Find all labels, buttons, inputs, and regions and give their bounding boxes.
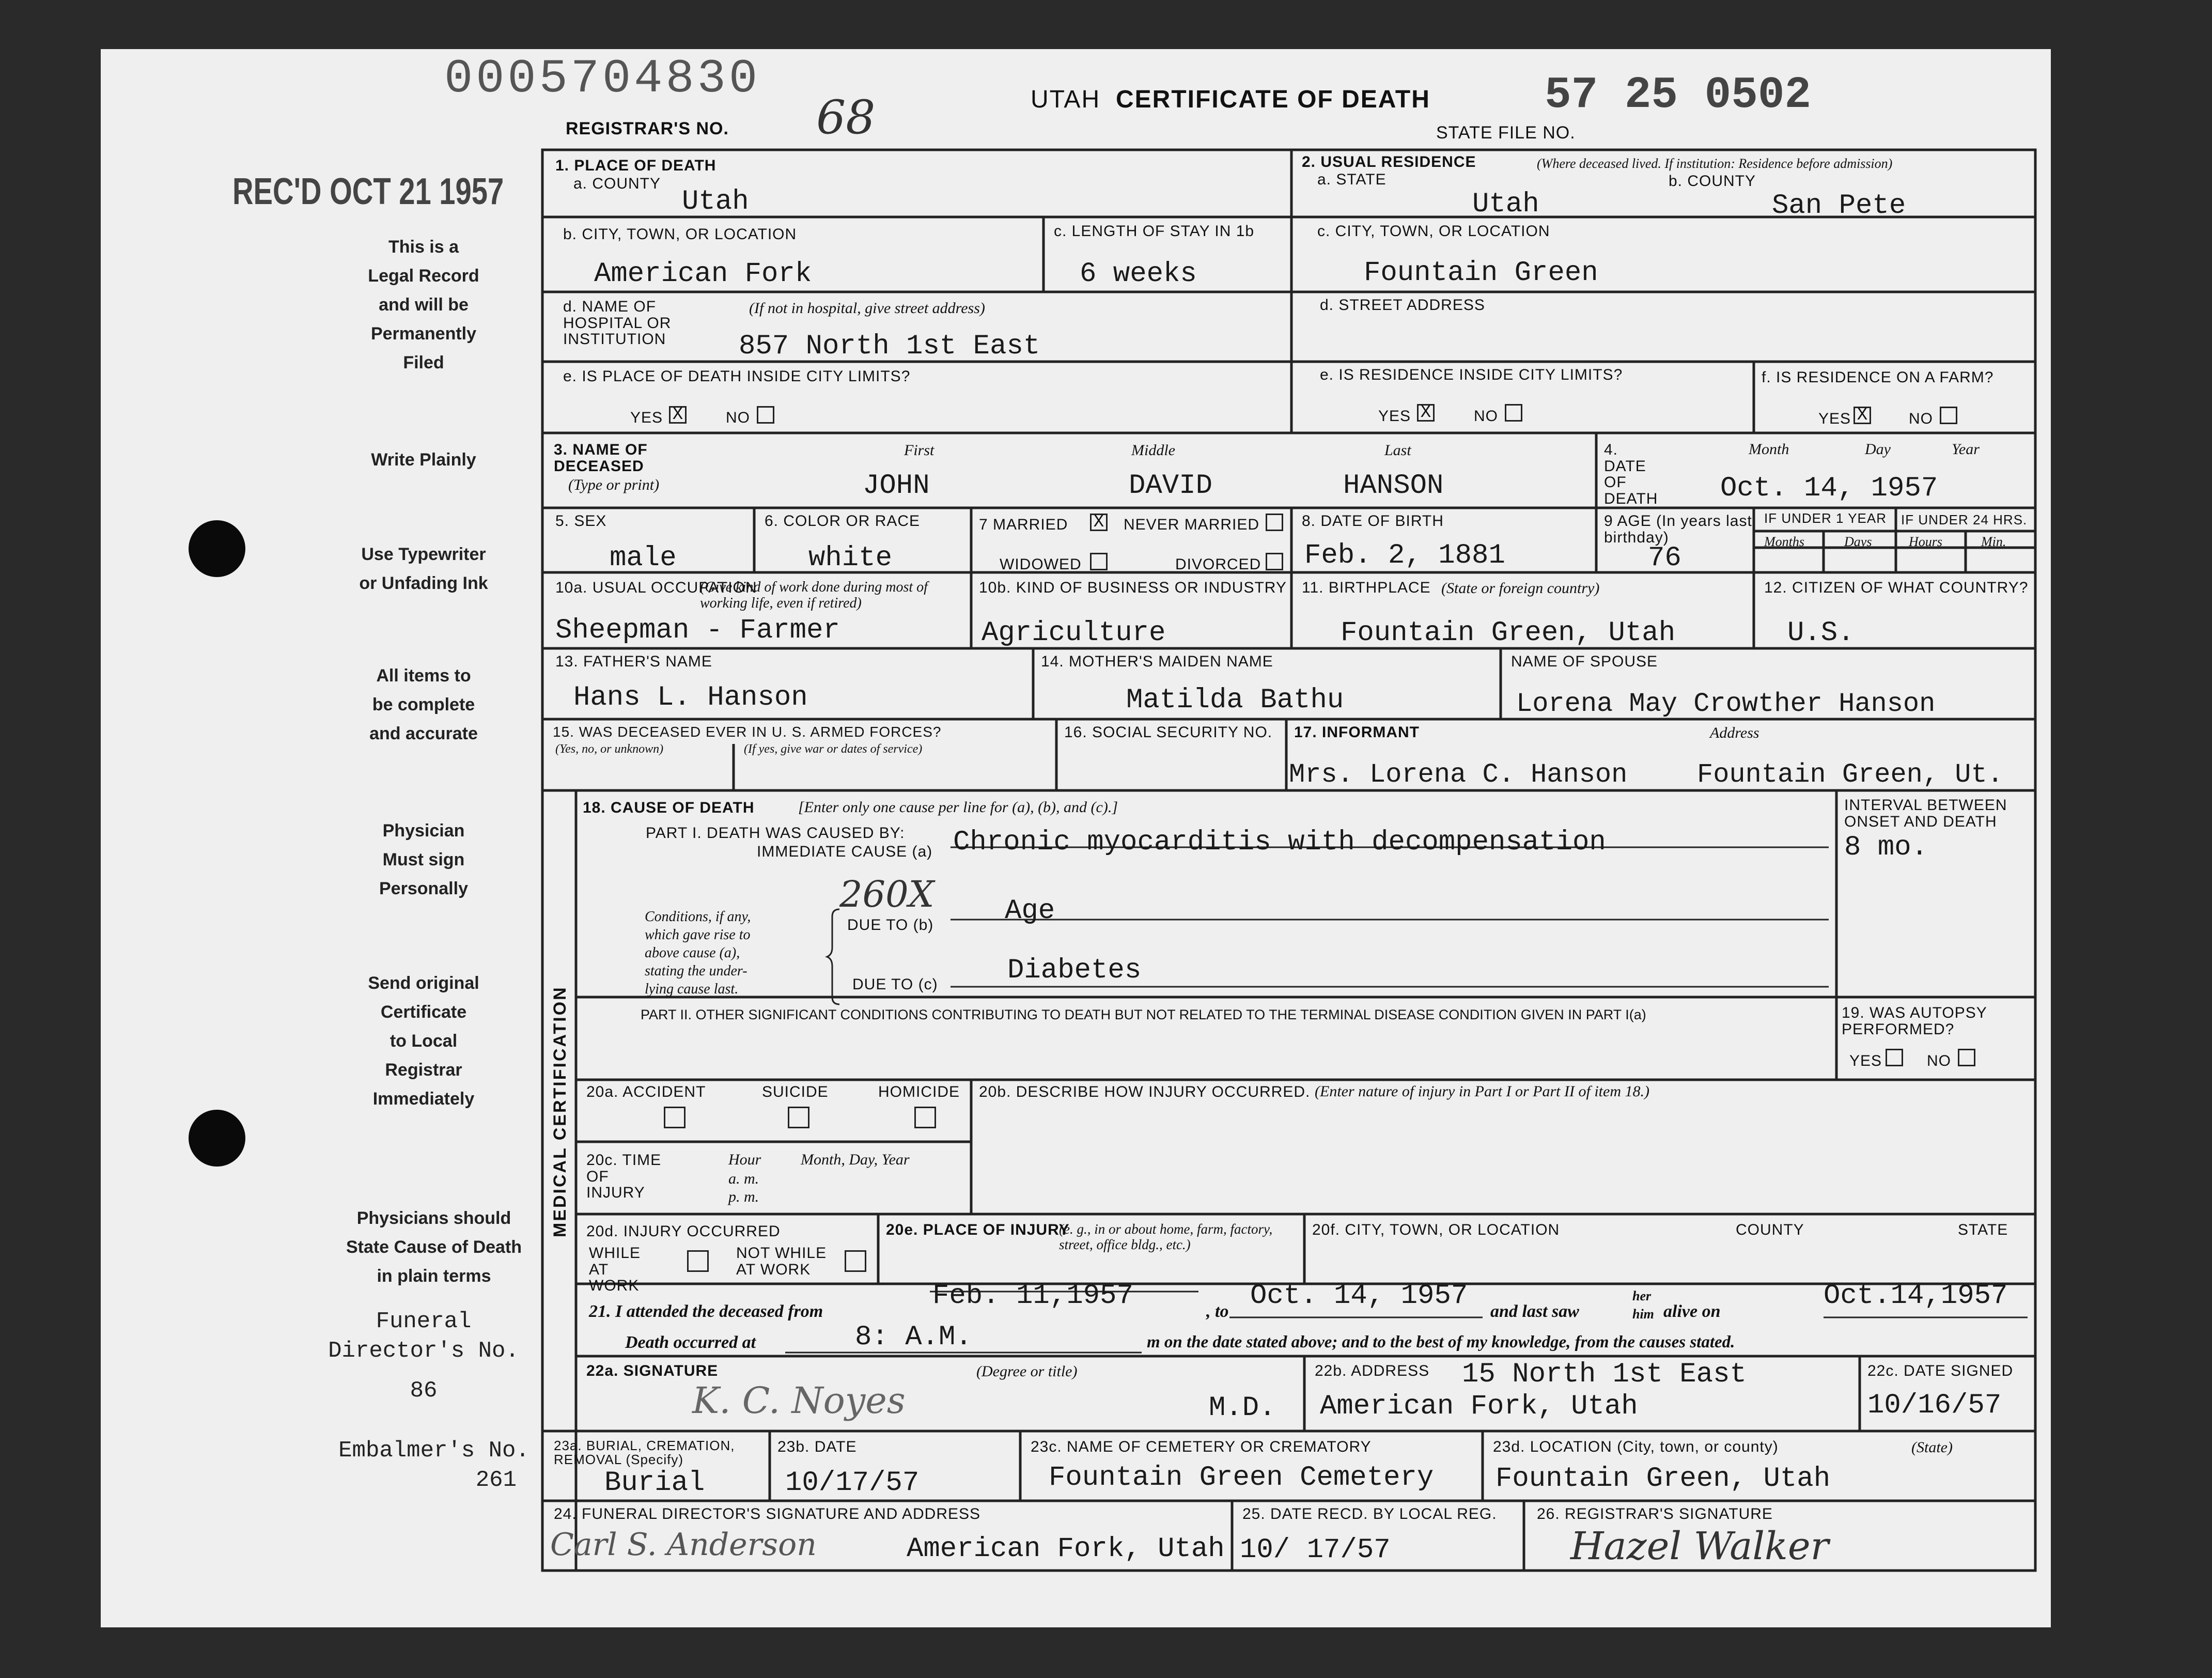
label-part-1: PART I. DEATH WAS CAUSED BY:: [646, 825, 905, 842]
label-due-to-c: DUE TO (c): [852, 976, 938, 993]
checkbox-widowed[interactable]: [1090, 553, 1108, 570]
value-sex: male: [610, 542, 677, 574]
medical-certification-label: MEDICAL CERTIFICATION: [550, 986, 570, 1237]
label-date-signed: 22c. DATE SIGNED: [1867, 1362, 2014, 1379]
value-degree: M.D.: [1209, 1392, 1276, 1424]
label-death-in-city: e. IS PLACE OF DEATH INSIDE CITY LIMITS?: [563, 368, 911, 385]
value-last-name: HANSON: [1343, 470, 1444, 502]
label-yes: YES: [630, 409, 663, 426]
note-occupation: (Give kind of work done during most of working life, even if retired): [700, 579, 928, 611]
label-not-while-at-work: NOT WHILE AT WORK: [736, 1245, 827, 1278]
label-suicide: SUICIDE: [762, 1083, 829, 1100]
label-alive-on: alive on: [1663, 1302, 1721, 1321]
label-time-of-injury: 20c. TIME OF INJURY: [586, 1152, 662, 1201]
value-first-name: JOHN: [863, 470, 930, 502]
label-day: Day: [1865, 441, 1891, 458]
label-no: NO: [1474, 408, 1498, 425]
note-describe-injury: (Enter nature of injury in Part I or Part II of item 18.): [1315, 1083, 1649, 1100]
value-last-seen: Oct.14,1957: [1824, 1280, 2008, 1312]
label-divorced: DIVORCED: [1175, 556, 1261, 573]
value-cemetery: Fountain Green Cemetery: [1049, 1462, 1434, 1494]
label-never-married: NEVER MARRIED: [1124, 516, 1260, 533]
checkbox-suicide[interactable]: [788, 1107, 809, 1128]
label-last-saw: and last saw: [1490, 1302, 1579, 1321]
label-burial-date: 23b. DATE: [777, 1438, 857, 1455]
note-usual-residence: (Where deceased lived. If institution: Residence before admission): [1537, 156, 1893, 171]
label-injury-county: COUNTY: [1736, 1221, 1804, 1238]
value-burial-location: Fountain Green, Utah: [1496, 1463, 1831, 1495]
value-death-date: Oct. 14, 1957: [1720, 473, 1938, 504]
label-res-county: b. COUNTY: [1669, 173, 1756, 190]
value-funeral-address: American Fork, Utah: [907, 1533, 1225, 1565]
checkbox-res-farm-no[interactable]: [1940, 407, 1957, 424]
value-burial-date: 10/17/57: [785, 1467, 920, 1499]
label-res-city: c. CITY, TOWN, OR LOCATION: [1317, 223, 1550, 240]
label-yes: YES: [1849, 1052, 1882, 1069]
checkbox-autopsy-no[interactable]: [1958, 1049, 1975, 1066]
label-due-to-b: DUE TO (b): [847, 916, 934, 934]
value-cause-c: Diabetes: [1007, 955, 1142, 986]
funeral-director-no: 86: [410, 1378, 438, 1404]
value-res-county: San Pete: [1772, 190, 1906, 222]
label-citizen: 12. CITIZEN OF WHAT COUNTRY?: [1764, 579, 2029, 596]
value-date-recd: 10/ 17/57: [1240, 1534, 1391, 1566]
side-send-original: Send original Certificate to Local Registrar Immediately: [368, 973, 479, 1109]
note-type-or-print: (Type or print): [568, 476, 660, 493]
value-business: Agriculture: [982, 617, 1166, 649]
side-funeral-director: Funeral Director's No. 86: [289, 1307, 558, 1406]
label-death-occurred: Death occurred at: [625, 1333, 756, 1352]
checkbox-res-in-city-yes[interactable]: X: [1417, 404, 1435, 422]
value-spouse: Lorena May Crowther Hanson: [1516, 689, 1936, 719]
checkbox-not-while-at-work[interactable]: [845, 1250, 866, 1272]
label-middle: Middle: [1131, 442, 1175, 459]
value-date-signed: 10/16/57: [1867, 1390, 2002, 1421]
label-name-deceased: 3. NAME OF DECEASED: [554, 441, 648, 475]
label-registrar-signature: 26. REGISTRAR'S SIGNATURE: [1537, 1505, 1773, 1522]
label-degree: (Degree or title): [976, 1363, 1078, 1380]
value-physician-address-2: American Fork, Utah: [1320, 1391, 1638, 1422]
value-code: 260X: [839, 873, 934, 915]
label-widowed: WIDOWED: [1000, 556, 1082, 573]
label-burial-location: 23d. LOCATION (City, town, or county): [1493, 1438, 1779, 1455]
value-hospital: 857 North 1st East: [739, 331, 1040, 362]
value-city: American Fork: [594, 258, 812, 290]
value-birth-date: Feb. 2, 1881: [1304, 540, 1505, 571]
label-city: b. CITY, TOWN, OR LOCATION: [563, 226, 797, 243]
label-hour: Hour: [728, 1151, 761, 1168]
checkbox-res-farm-yes[interactable]: X: [1853, 407, 1871, 424]
value-burial: Burial: [604, 1467, 705, 1499]
label-interval: INTERVAL BETWEEN ONSET AND DEATH: [1844, 797, 2007, 830]
label-him: him: [1632, 1307, 1654, 1322]
label-autopsy: 19. WAS AUTOPSY PERFORMED?: [1842, 1004, 1987, 1038]
value-time: 8: A.M.: [855, 1322, 972, 1353]
value-attended-from: Feb. 11,1957: [932, 1280, 1133, 1312]
received-stamp: REC'D OCT 21 1957: [232, 171, 504, 212]
label-social-security: 16. SOCIAL SECURITY NO.: [1064, 724, 1273, 741]
value-middle-name: DAVID: [1129, 470, 1213, 502]
label-birthplace: 11. BIRTHPLACE: [1302, 579, 1431, 596]
side-typewriter: Use Typewriter or Unfading Ink: [359, 545, 488, 594]
value-birthplace: Fountain Green, Utah: [1341, 617, 1676, 649]
label-cause-of-death: 18. CAUSE OF DEATH: [583, 799, 755, 816]
value-mother: Matilda Bathu: [1126, 685, 1344, 716]
label-under-1-year: IF UNDER 1 YEAR: [1764, 510, 1887, 526]
note-cause-of-death: [Enter only one cause per line for (a), (b), and (c).]: [798, 799, 1118, 816]
note-hospital: (If not in hospital, give street address): [749, 300, 985, 317]
label-place-of-injury: 20e. PLACE OF INJURY: [886, 1221, 1070, 1238]
value-interval: 8 mo.: [1844, 832, 1928, 863]
checkbox-divorced[interactable]: [1266, 553, 1283, 570]
side-embalmer: Embalmer's No. 261: [289, 1436, 579, 1495]
label-cemetery: 23c. NAME OF CEMETERY OR CREMATORY: [1031, 1438, 1372, 1455]
certificate-title: CERTIFICATE OF DEATH: [1116, 86, 1430, 113]
label-date-of-death: 4. DATE OF DEATH: [1604, 441, 1658, 507]
checkbox-accident[interactable]: [664, 1107, 686, 1128]
label-res-state: a. STATE: [1317, 171, 1387, 188]
label-immediate-cause: IMMEDIATE CAUSE (a): [757, 843, 933, 860]
note-armed-forces-1: (Yes, no, or unknown): [555, 742, 664, 756]
label-yes: YES: [1818, 410, 1851, 427]
label-describe-injury: 20b. DESCRIBE HOW INJURY OCCURRED.: [979, 1083, 1311, 1100]
label-months: Months: [1764, 534, 1804, 549]
label-sex: 5. SEX: [555, 512, 607, 530]
label-race: 6. COLOR OR RACE: [765, 512, 921, 530]
label-while-at-work: WHILE AT WORK: [589, 1245, 641, 1294]
registrar-signature: Hazel Walker: [1570, 1524, 1829, 1568]
label-no: NO: [1909, 410, 1933, 427]
label-street-address: d. STREET ADDRESS: [1320, 297, 1485, 314]
value-cause-a: Chronic myocarditis with decompensation: [953, 827, 1606, 858]
value-stay: 6 weeks: [1080, 258, 1197, 290]
note-place-of-injury: (e. g., in or about home, farm, factory, street, office bldg., etc.): [1059, 1221, 1273, 1252]
label-accident: 20a. ACCIDENT: [586, 1083, 706, 1100]
state-file-label: STATE FILE NO.: [1436, 123, 1576, 143]
value-physician-address-1: 15 North 1st East: [1462, 1359, 1747, 1390]
label-min: Min.: [1981, 534, 2006, 549]
registrar-no: 68: [816, 90, 876, 145]
label-mother: 14. MOTHER'S MAIDEN NAME: [1041, 653, 1273, 670]
label-month-day-year: Month, Day, Year: [801, 1151, 910, 1168]
label-year: Year: [1952, 441, 1980, 458]
value-county: Utah: [682, 186, 749, 217]
label-her: her: [1632, 1288, 1652, 1303]
label-hours: Hours: [1909, 534, 1943, 549]
label-physician-address: 22b. ADDRESS: [1315, 1362, 1430, 1379]
note-armed-forces-2: (If yes, give war or dates of service): [744, 742, 923, 756]
funeral-director-signature: Carl S. Anderson: [550, 1527, 817, 1563]
checkbox-autopsy-yes[interactable]: [1886, 1049, 1903, 1066]
label-am: a. m.: [728, 1170, 759, 1187]
side-complete: All items to be complete and accurate: [369, 666, 478, 744]
label-res-farm: f. IS RESIDENCE ON A FARM?: [1762, 369, 1994, 386]
label-funeral-director: 24. FUNERAL DIRECTOR'S SIGNATURE AND ADDRESS: [554, 1505, 981, 1522]
value-res-city: Fountain Green: [1364, 257, 1598, 289]
label-hospital: d. NAME OF HOSPITAL OR INSTITUTION: [563, 298, 672, 348]
label-yes: YES: [1378, 408, 1411, 425]
label-death-occurred-tail: m on the date stated above; and to the best of my knowledge, from the causes stated.: [1147, 1333, 1735, 1351]
document-number: 0005704830: [444, 52, 761, 106]
value-father: Hans L. Hanson: [573, 682, 808, 713]
value-informant: Mrs. Lorena C. Hanson: [1289, 759, 1628, 790]
label-burial-state: (State): [1911, 1439, 1953, 1456]
label-date-of-birth: 8. DATE OF BIRTH: [1302, 512, 1444, 530]
label-length-of-stay: c. LENGTH OF STAY IN 1b: [1054, 223, 1255, 240]
checkbox-death-in-city-no[interactable]: [757, 406, 774, 424]
label-no: NO: [1927, 1052, 1951, 1069]
label-father: 13. FATHER'S NAME: [555, 653, 712, 670]
label-date-recd: 25. DATE RECD. BY LOCAL REG.: [1242, 1505, 1497, 1522]
label-married: 7 MARRIED: [979, 516, 1068, 533]
checkbox-res-in-city-no[interactable]: [1505, 404, 1522, 422]
label-occupation: 10a. USUAL OCCUPATION: [555, 579, 757, 596]
side-legal-record: This is a Legal Record and will be Permanently Filed: [368, 237, 479, 373]
checkbox-married[interactable]: X: [1090, 514, 1108, 531]
label-to: , to: [1206, 1302, 1229, 1321]
label-no: NO: [726, 409, 750, 426]
label-age: 9 AGE (In years last birthday): [1604, 512, 1752, 546]
physician-signature: K. C. Noyes: [692, 1379, 906, 1422]
side-cause-plain: Physicians should State Cause of Death in plain terms: [346, 1208, 522, 1286]
label-armed-forces: 15. WAS DECEASED EVER IN U. S. ARMED FORCES?: [553, 724, 942, 740]
label-business: 10b. KIND OF BUSINESS OR INDUSTRY: [979, 579, 1287, 596]
value-occupation: Sheepman - Farmer: [555, 615, 840, 646]
value-citizen: U.S.: [1787, 617, 1855, 649]
checkbox-death-in-city-yes[interactable]: X: [669, 406, 687, 424]
state-file-no: 57 25 0502: [1545, 70, 1812, 120]
label-month: Month: [1749, 441, 1789, 458]
label-informant: 17. INFORMANT: [1294, 724, 1420, 741]
label-address: Address: [1710, 724, 1759, 741]
label-last: Last: [1384, 442, 1411, 459]
label-signature: 22a. SIGNATURE: [586, 1362, 719, 1379]
label-injury-occurred: 20d. INJURY OCCURRED: [586, 1223, 781, 1240]
label-under-24-hrs: IF UNDER 24 HRS.: [1901, 512, 2028, 527]
checkbox-while-at-work[interactable]: [687, 1250, 709, 1272]
label-county: a. COUNTY: [573, 175, 661, 192]
value-informant-address: Fountain Green, Ut.: [1697, 759, 2003, 790]
checkbox-never-married[interactable]: [1266, 514, 1283, 531]
side-physician: Physician Must sign Personally: [379, 821, 468, 899]
label-days: Days: [1844, 534, 1872, 549]
side-write-plainly: Write Plainly: [371, 450, 476, 470]
title-state: UTAH: [1031, 86, 1101, 113]
label-attended-from: 21. I attended the deceased from: [589, 1302, 823, 1321]
label-injury-city: 20f. CITY, TOWN, OR LOCATION: [1312, 1221, 1560, 1238]
value-res-state: Utah: [1472, 189, 1539, 220]
value-age: 76: [1648, 542, 1681, 574]
embalmer-no: 261: [475, 1467, 517, 1494]
label-first: First: [904, 442, 934, 459]
label-part-2: PART II. OTHER SIGNIFICANT CONDITIONS CONTRIBUTING TO DEATH BUT NOT RELATED TO THE TERMINAL DISEASE CONDITION GIVEN IN PART I(a): [641, 1007, 1646, 1022]
note-conditions: Conditions, if any, which gave rise to above cause (a), stating the under- lying cause last.: [645, 909, 751, 997]
label-spouse: NAME OF SPOUSE: [1511, 653, 1658, 670]
label-burial: 23a. BURIAL, CREMATION, REMOVAL (Specify): [554, 1438, 735, 1468]
label-pm: p. m.: [728, 1188, 759, 1205]
value-cause-b: Age: [1005, 895, 1055, 927]
registrar-no-label: REGISTRAR'S NO.: [566, 119, 729, 138]
label-res-in-city: e. IS RESIDENCE INSIDE CITY LIMITS?: [1320, 366, 1623, 383]
label-homicide: HOMICIDE: [878, 1083, 960, 1100]
label-place-of-death: 1. PLACE OF DEATH: [555, 157, 716, 174]
value-attended-to: Oct. 14, 1957: [1250, 1280, 1468, 1312]
value-race: white: [808, 542, 893, 574]
label-usual-residence: 2. USUAL RESIDENCE: [1302, 153, 1476, 170]
checkbox-homicide[interactable]: [914, 1107, 936, 1128]
label-injury-state: STATE: [1958, 1221, 2008, 1238]
note-birthplace: (State or foreign country): [1441, 580, 1600, 597]
